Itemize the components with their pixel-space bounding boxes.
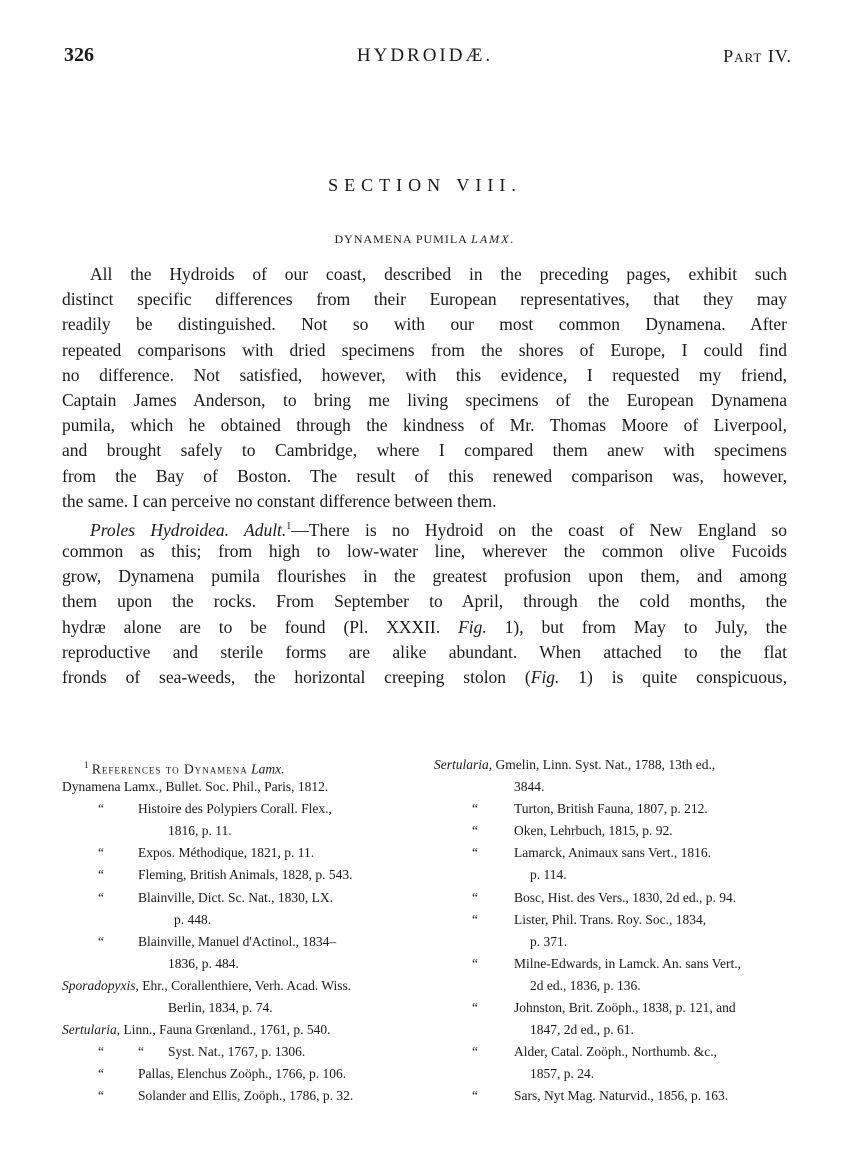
reference-line — [62, 1085, 412, 1107]
reference-text: Johnston, Brit. Zoöph., 1838, p. 121, and — [514, 1000, 736, 1016]
body-line: All the Hydroids of our coast, described in the preceding pages, exhibit such — [90, 264, 787, 284]
ditto-mark: “ — [472, 1044, 478, 1060]
reference-text: Turton, British Fauna, 1807, p. 212. — [514, 801, 708, 817]
reference-line: Berlin, 1834, p. 74. — [168, 1000, 273, 1016]
ditto-mark: “ — [98, 1088, 104, 1104]
reference-line: 1847, 2d ed., p. 61. — [530, 1022, 634, 1038]
page-number: 326 — [64, 44, 94, 66]
reference-text: , Linn., Fauna Grœnland., 1761, p. 540. — [116, 1022, 331, 1038]
reference-text: Expos. Méthodique, 1821, p. 11. — [138, 845, 315, 861]
ditto-mark: “ — [98, 845, 104, 861]
footnotes-right-column — [434, 754, 790, 1108]
reference-line — [434, 953, 790, 975]
reference-line: 1857, p. 24. — [530, 1066, 595, 1082]
body-text — [62, 262, 787, 690]
reference-text: Oken, Lehrbuch, 1815, p. 92. — [514, 823, 673, 839]
body-line-text: hydræ alone are to be found (Pl. XXXII. — [62, 616, 441, 637]
reference-line — [434, 754, 790, 776]
body-line — [62, 665, 787, 690]
body-line: the same. I can perceive no constant difference between them. — [62, 490, 497, 511]
ditto-mark: “ — [98, 867, 104, 883]
reference-text: , Gmelin, Linn. Syst. Nat., 1788, 13th ed., — [488, 757, 716, 772]
reference-text: Alder, Catal. Zoöph., Northumb. &c., — [514, 1044, 718, 1060]
reference-line: p. 114. — [530, 867, 567, 883]
body-line-text: 1) is quite conspicuous, — [578, 667, 787, 687]
genus-name: Sertularia — [62, 1022, 117, 1038]
reference-text: Blainville, Manuel d'Actinol., 1834– — [138, 933, 337, 949]
footnote-heading — [62, 754, 412, 776]
reference-text: Solander and Ellis, Zoöph., 1786, p. 32. — [138, 1088, 354, 1104]
body-line: Captain James Anderson, to bring me living specimens of the European Dynamena — [62, 389, 787, 410]
footnote-mark: 1 — [84, 760, 89, 770]
reference-text: Lamarck, Animaux sans Vert., 1816. — [514, 845, 711, 861]
reference-line — [434, 1085, 790, 1107]
body-line: pumila, which he obtained through the kindness of Mr. Thomas Moore of Liverpool, — [62, 415, 787, 436]
footnotes-left-column — [62, 754, 412, 1108]
body-line: repeated comparisons with dried specimens from the shores of Europe, I could find — [62, 339, 787, 360]
reference-text: Lister, Phil. Trans. Roy. Soc., 1834, — [514, 911, 707, 927]
reference-text: Pallas, Elenchus Zoöph., 1766, p. 106. — [138, 1066, 347, 1082]
reference-line: 2d ed., 1836, p. 136. — [530, 977, 641, 993]
body-line: from the Bay of Boston. The result of this renewed comparison was, however, — [62, 465, 787, 486]
body-line-text: fronds of sea-weeds, the horizontal creeping stolon ( — [62, 667, 531, 687]
genus-name: Sporadopyxis — [62, 977, 136, 993]
reference-line — [434, 1041, 790, 1063]
reference-line — [62, 1063, 412, 1085]
species-title — [0, 232, 850, 247]
ditto-mark: “ — [472, 911, 478, 927]
reference-line — [62, 975, 412, 997]
reference-line: 3844. — [514, 779, 545, 795]
reference-line — [434, 909, 790, 931]
reference-line — [62, 864, 412, 886]
footnote-mark: 1 — [286, 520, 292, 532]
reference-line — [434, 997, 790, 1019]
ditto-mark: “ — [472, 1000, 478, 1016]
ditto-mark: “ — [98, 1044, 104, 1060]
figure-ref: Fig. — [530, 667, 560, 687]
reference-line: 1816, p. 11. — [168, 823, 232, 839]
reference-line: Dynamena Lamx., Bullet. Soc. Phil., Paris, 1812. — [62, 779, 329, 795]
ditto-mark: “ — [98, 889, 104, 905]
reference-line: p. 371. — [530, 933, 568, 949]
reference-text: Bosc, Hist. des Vers., 1830, 2d ed., p. 94. — [514, 889, 737, 905]
reference-text: Syst. Nat., 1767, p. 1306. — [168, 1044, 306, 1060]
ditto-mark: “ — [138, 1044, 144, 1060]
reference-line — [62, 887, 412, 909]
ditto-mark: “ — [472, 955, 478, 971]
reference-text: Fleming, British Animals, 1828, p. 543. — [138, 867, 353, 883]
section-title: SECTION VIII. — [328, 175, 522, 195]
species-authority: LAMX. — [471, 232, 516, 246]
ditto-mark: “ — [472, 889, 478, 905]
reference-line: 1836, p. 484. — [168, 955, 239, 971]
reference-text: Sars, Nyt Mag. Naturvid., 1856, p. 163. — [514, 1088, 729, 1104]
footnote-heading-authority: Lamx. — [251, 761, 285, 777]
reference-line — [434, 798, 790, 820]
footnote-heading-text: References to Dynamena — [91, 761, 248, 777]
body-line: reproductive and sterile forms are alike abundant. When attached to the flat — [62, 641, 787, 662]
body-line: and brought safely to Cambridge, where I compared them anew with specimens — [62, 440, 787, 461]
ditto-mark: “ — [472, 1088, 478, 1104]
reference-text: Histoire des Polypiers Corall. Flex., — [138, 801, 332, 817]
body-line: distinct specific differences from their European representatives, that they may — [62, 289, 787, 310]
reference-line — [62, 798, 412, 820]
reference-line — [62, 842, 412, 864]
ditto-mark: “ — [472, 801, 478, 817]
ditto-mark: “ — [98, 1066, 104, 1082]
body-line: grow, Dynamena pumila flourishes in the greatest profusion upon them, and among — [62, 566, 787, 587]
reference-line — [434, 842, 790, 864]
reference-text: Milne-Edwards, in Lamck. An. sans Vert., — [514, 955, 741, 971]
genus-name: Sertularia — [434, 757, 489, 772]
figure-ref: Fig. — [458, 616, 487, 637]
part-label: Part IV. — [723, 46, 792, 66]
body-line-text: 1), but from May to July, the — [504, 616, 787, 637]
reference-line: p. 448. — [174, 911, 212, 927]
body-line — [62, 615, 787, 640]
reference-text: , Ehr., Corallenthiere, Verh. Acad. Wiss. — [135, 977, 352, 993]
ditto-mark: “ — [98, 933, 104, 949]
reference-text: Blainville, Dict. Sc. Nat., 1830, LX. — [138, 889, 333, 905]
reference-line — [62, 1019, 412, 1041]
body-line: readily be distinguished. Not so with our most common Dynamena. After — [62, 314, 787, 335]
proles-heading: Proles Hydroidea. Adult. — [90, 519, 287, 540]
reference-line — [62, 1041, 412, 1063]
species-name: DYNAMENA PUMILA — [334, 232, 468, 246]
reference-line — [62, 931, 412, 953]
body-line: common as this; from high to low-water line, wherever the common olive Fucoids — [62, 541, 787, 562]
reference-line — [434, 820, 790, 842]
running-title: HYDROIDÆ. — [356, 45, 494, 66]
ditto-mark: “ — [472, 845, 478, 861]
ditto-mark: “ — [472, 823, 478, 839]
body-line: them upon the rocks. From September to April, through the cold months, the — [62, 591, 787, 612]
body-line: no difference. Not satisfied, however, with this evidence, I requested my friend, — [62, 364, 787, 385]
body-line — [62, 514, 787, 539]
ditto-mark: “ — [98, 801, 104, 817]
reference-line — [434, 887, 790, 909]
body-line-text: —There is no Hydroid on the coast of New England so — [291, 519, 787, 540]
